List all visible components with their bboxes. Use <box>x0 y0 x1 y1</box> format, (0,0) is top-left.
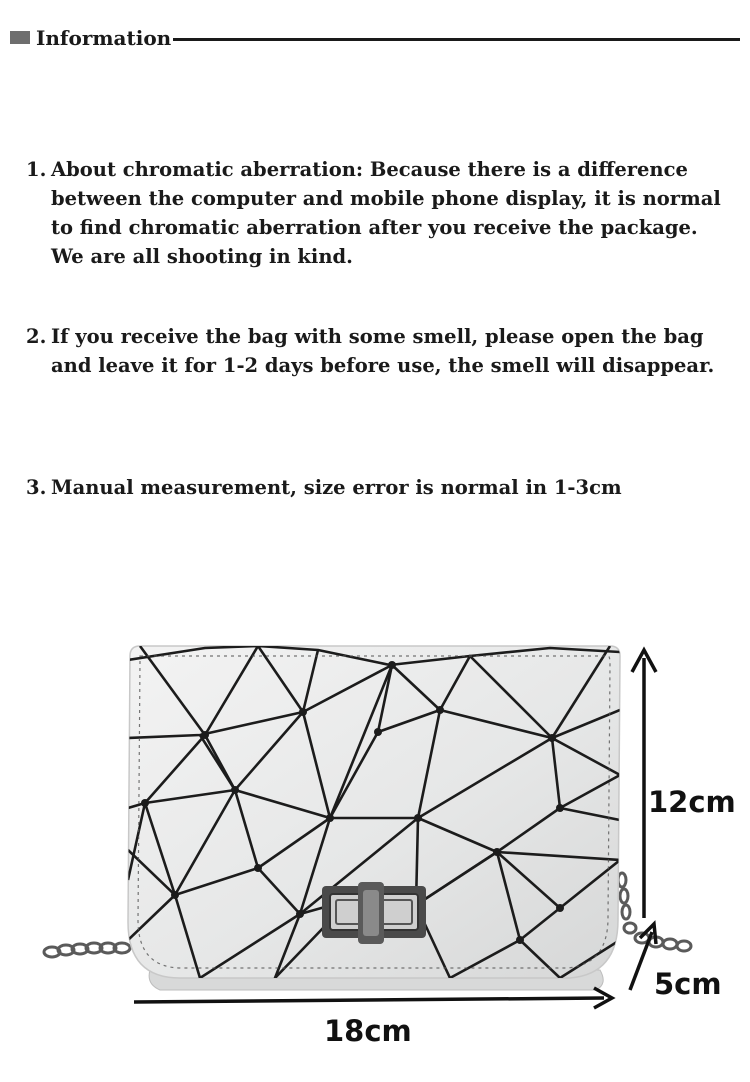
bag-illustration <box>0 560 750 1082</box>
height-dimension-arrow <box>632 650 656 918</box>
note-item <box>26 322 726 380</box>
note-text: If you receive the bag with some smell, please open the bag and leave it for 1-2 days before use, the smell will disappear. <box>51 325 715 377</box>
turn-lock-clasp <box>322 882 426 944</box>
depth-label: 5cm <box>654 967 722 1001</box>
height-label: 12cm <box>648 785 736 819</box>
note-number: 1. <box>26 158 47 181</box>
note-number: 3. <box>26 476 47 499</box>
square-bullet-icon <box>10 31 30 44</box>
note-text: About chromatic aberration: Because there is a difference between the computer and mobile phone display, it is normal to find chromatic aberration after you receive the package. We are all shooting in kind. <box>51 158 721 268</box>
product-image <box>0 560 750 1082</box>
width-dimension-arrow <box>134 988 612 1008</box>
width-label: 18cm <box>324 1014 412 1048</box>
section-title: Information <box>36 26 172 50</box>
note-item <box>26 473 726 502</box>
depth-dimension-arrow <box>630 924 656 990</box>
chain-strap-left <box>44 943 130 957</box>
note-number: 2. <box>26 325 47 348</box>
header-divider <box>173 38 740 41</box>
note-text: Manual measurement, size error is normal in 1-3cm <box>51 476 622 499</box>
section-header <box>10 26 740 50</box>
note-item <box>26 155 726 271</box>
